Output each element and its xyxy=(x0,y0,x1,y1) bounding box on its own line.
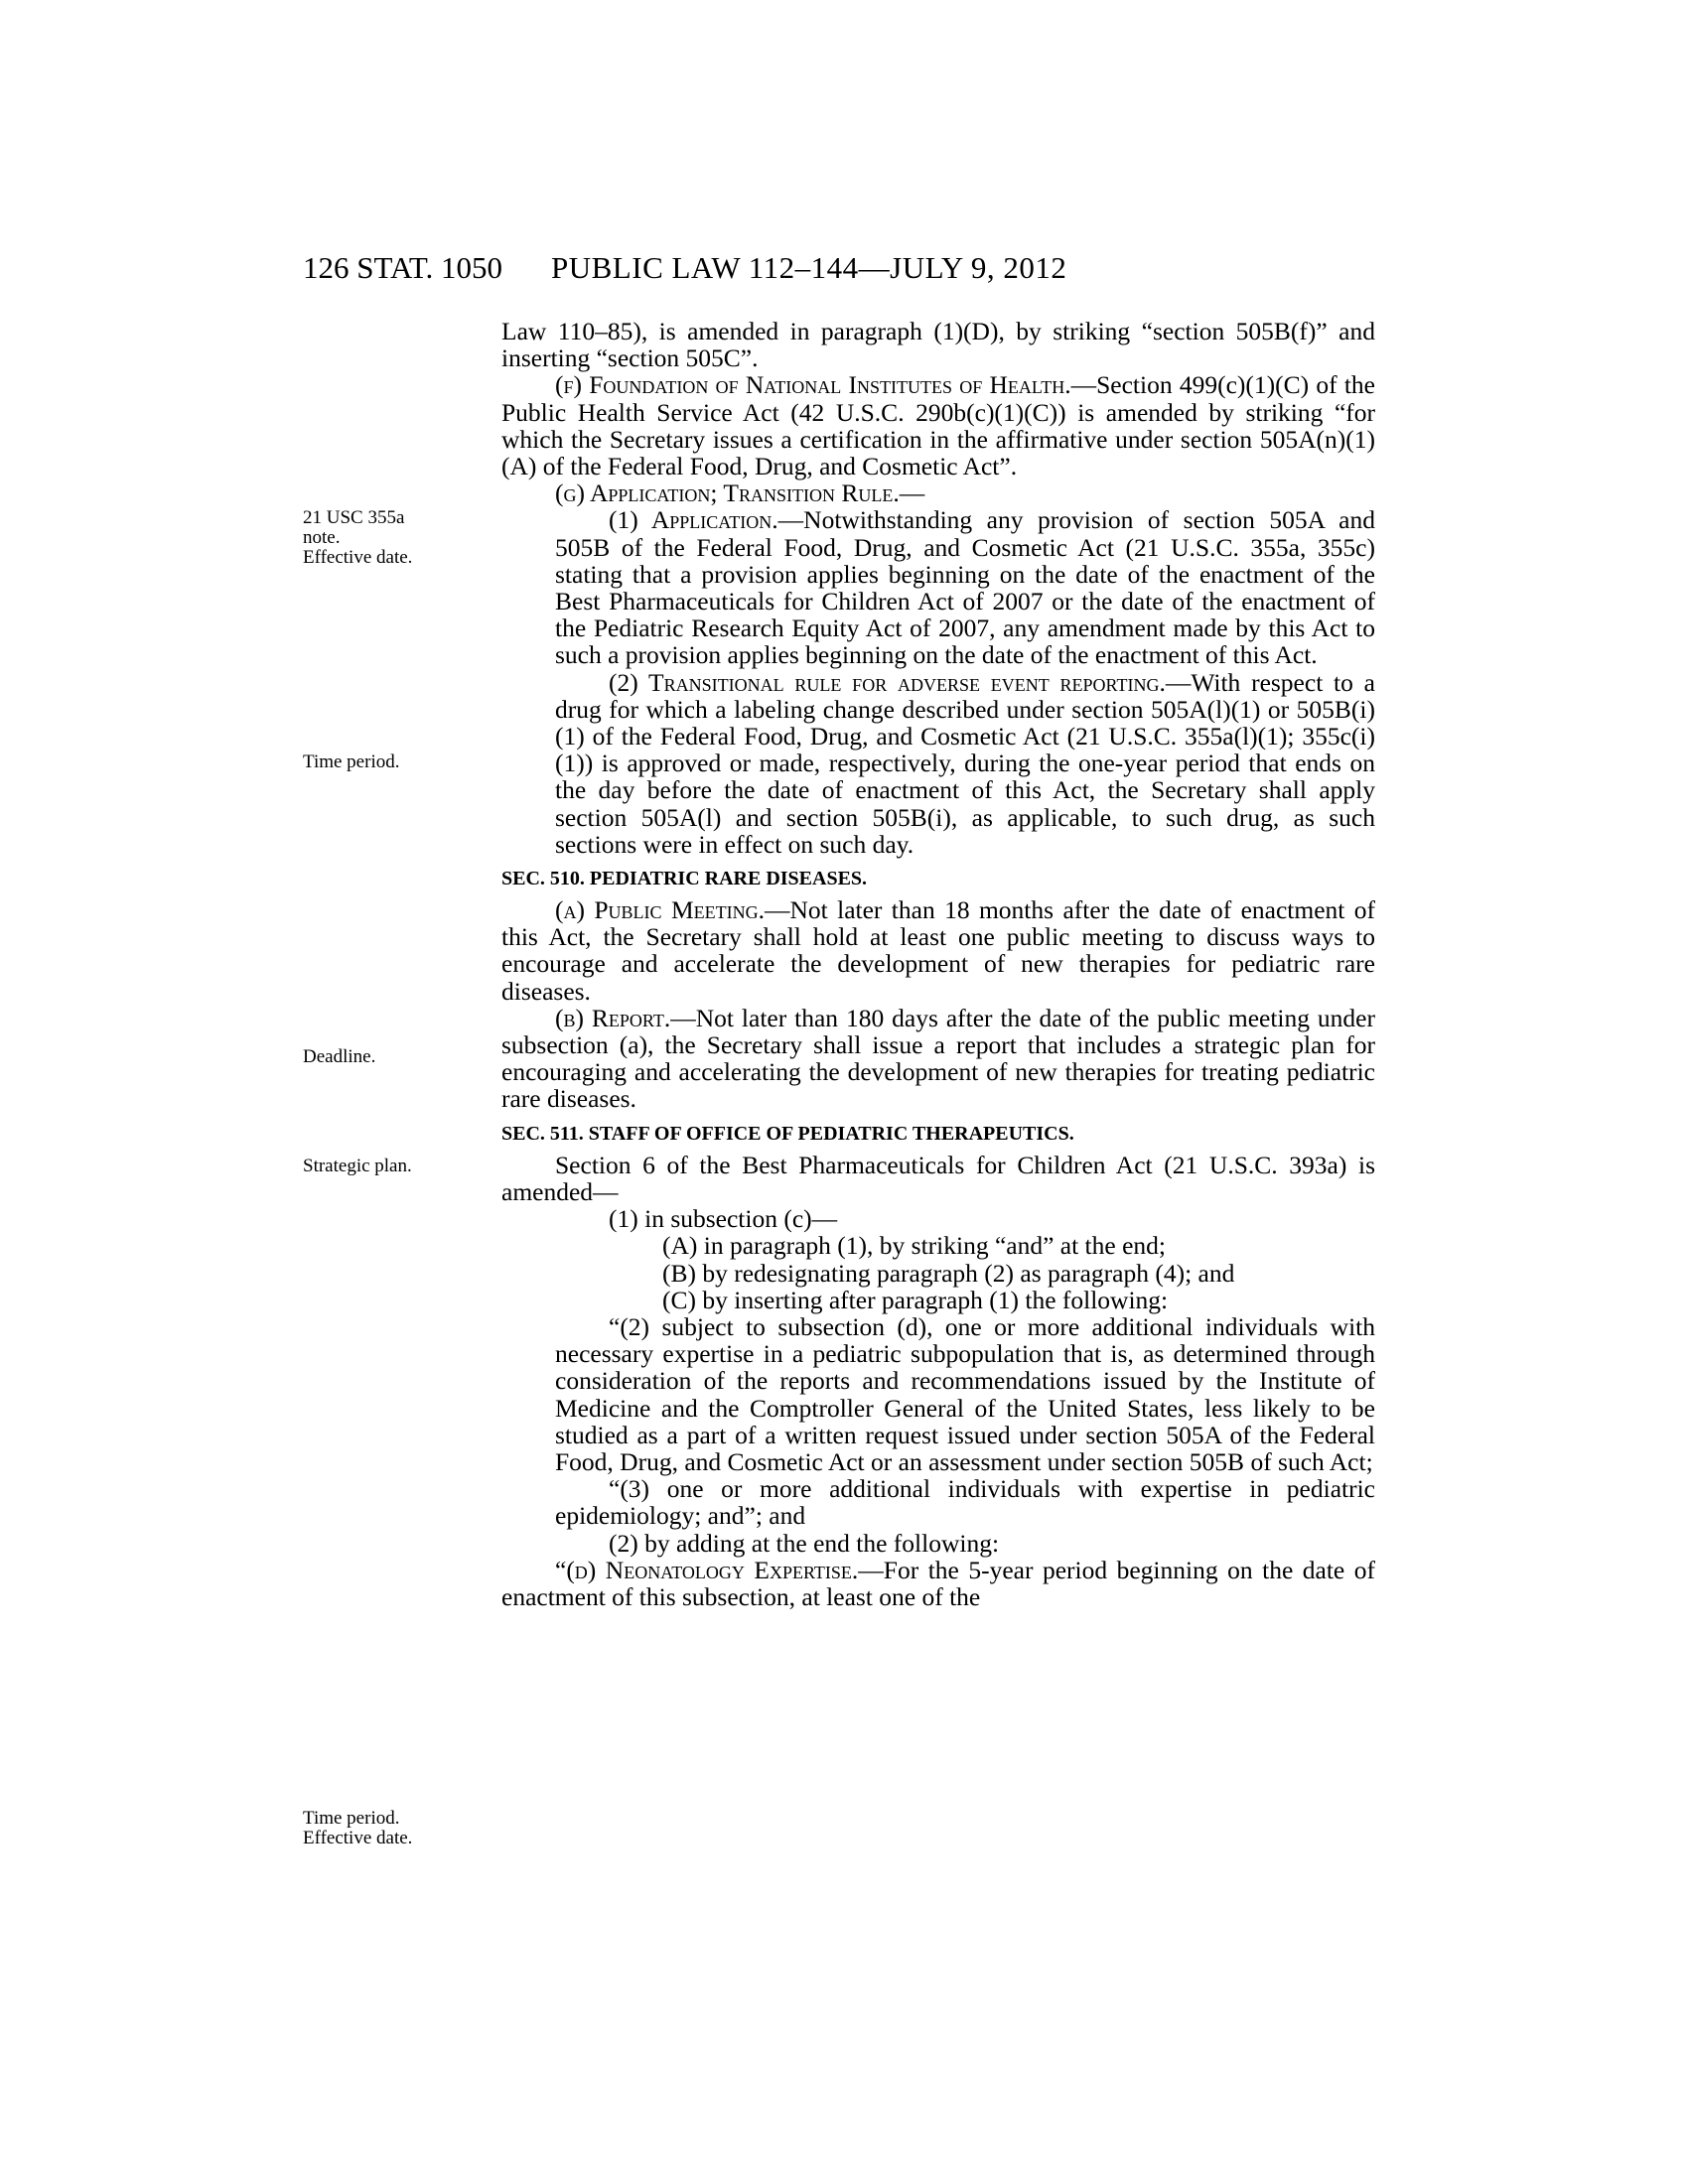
paragraph-511-2: (2) by adding at the end the following: xyxy=(609,1528,1000,1558)
margin-note-strategic-plan: Strategic plan. xyxy=(303,1156,412,1176)
quoted-paragraph-3: “(3) one or more additional individuals with expertise in pediatric epidemiology; and”; and xyxy=(555,1474,1375,1531)
section-heading-511: SEC. 511. STAFF OF OFFICE OF PEDIATRIC THERAPEUTICS. xyxy=(501,1122,1074,1145)
page-header xyxy=(303,248,1377,288)
running-title: PUBLIC LAW 112–144—JULY 9, 2012 xyxy=(551,250,1067,285)
margin-note-time-period-effective-date: Time period. Effective date. xyxy=(303,1808,413,1848)
paragraph-511-1-c: (C) by inserting after paragraph (1) the following: xyxy=(662,1285,1169,1314)
document-body xyxy=(501,318,1375,1610)
margin-note-deadline: Deadline. xyxy=(303,1046,376,1067)
paragraph-510-b: (b) Report.—Not later than 180 days after the date of the public meeting under subsection (a), the Secretary shall issue a report that includes a strategic plan for encouraging and accelerating the development of new therapies for treating pediatric rare diseases. xyxy=(501,1003,1375,1114)
paragraph-511-1-b: (B) by redesignating paragraph (2) as paragraph (4); and xyxy=(662,1258,1235,1288)
paragraph-g-heading: (g) Application; Transition Rule.— xyxy=(555,478,925,508)
section-heading-510: SEC. 510. PEDIATRIC RARE DISEASES. xyxy=(501,868,868,890)
statute-page-number: 126 STAT. 1050 xyxy=(303,250,503,285)
quoted-paragraph-2: “(2) subject to subsection (d), one or more additional individuals with necessary expertise in a pediatric subpopulation that is, as determined through consideration of the reports and recommendations issued by the Institute of Medicine and the Comptroller General of the United States, less likely to be studied as a part of a written request issued under section 505A of the Federal Food, Drug, and Cosmetic Act or an assessment under section 505B of such Act; xyxy=(555,1311,1375,1476)
margin-note-usc-effective-date: 21 USC 355a note. Effective date. xyxy=(303,507,413,568)
quoted-paragraph-d: “(d) Neonatology Expertise.—For the 5-year period beginning on the date of enactment of this subsection, at least one of the xyxy=(501,1555,1375,1611)
paragraph-g-2: (2) Transitional rule for adverse event reporting.—With respect to a drug for which a labeling change described under section 505A(l)(1) or 505B(i)(1) of the Federal Food, Drug, and Cosmetic Act (21 U.S.C. 355a(l)(1); 355c(i)(1)) is approved or made, respectively, during the one-year period that ends on the day before the date of enactment of this Act, the Secretary shall apply section 505A(l) and section 505B(i), as applicable, to such drug, as such sections were in effect on such day. xyxy=(555,667,1375,859)
paragraph-510-a: (a) Public Meeting.—Not later than 18 months after the date of enactment of this Act, the Secretary shall hold at least one public meeting to discuss ways to encourage and accelerate the development of new therapies for pediatric rare diseases. xyxy=(501,895,1375,1006)
paragraph-g-1: (1) Application.—Notwithstanding any provision of section 505A and 505B of the Federal Food, Drug, and Cosmetic Act (21 U.S.C. 355a, 355c) stating that a provision applies beginning on the date of the enactment of the Best Pharmaceuticals for Children Act of 2007 or the date of the enactment of the Pediatric Research Equity Act of 2007, any amendment made by this Act to such a provision applies beginning on the date of the enactment of this Act. xyxy=(555,505,1375,670)
paragraph: Law 110–85), is amended in paragraph (1)(D), by striking “section 505B(f)” and inserting “section 505C”. xyxy=(501,317,1375,373)
margin-note-time-period: Time period. xyxy=(303,751,400,772)
paragraph-f: (f) Foundation of National Institutes of Health.—Section 499(c)(1)(C) of the Public Health Service Act (42 U.S.C. 290b(c)(1)(C)) is amended by striking “for which the Secretary issues a certification in the affirmative under section 505A(n)(1)(A) of the Federal Food, Drug, and Cosmetic Act”. xyxy=(501,370,1375,481)
paragraph-511-intro: Section 6 of the Best Pharmaceuticals for Children Act (21 U.S.C. 393a) is amended— xyxy=(501,1150,1375,1206)
paragraph-511-1: (1) in subsection (c)— xyxy=(609,1204,838,1234)
paragraph-511-1-a: (A) in paragraph (1), by striking “and” at the end; xyxy=(662,1231,1166,1261)
